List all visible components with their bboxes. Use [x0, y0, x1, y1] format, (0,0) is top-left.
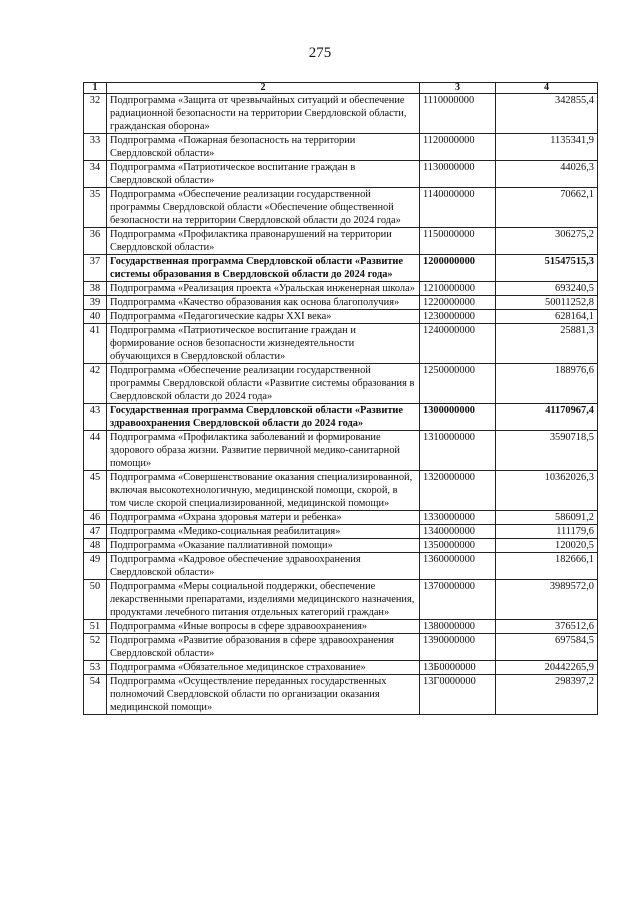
row-number-cell: 50 — [84, 580, 107, 620]
amount-cell: 20442265,9 — [496, 661, 598, 675]
row-number-cell: 36 — [84, 228, 107, 255]
amount-cell: 306275,2 — [496, 228, 598, 255]
row-number-cell: 37 — [84, 255, 107, 282]
table-header-row — [84, 83, 598, 94]
amount-cell: 70662,1 — [496, 188, 598, 228]
row-number-cell: 46 — [84, 511, 107, 525]
program-name-cell: Государственная программа Свердловской области «Развитие системы образования в Свердловской области до 2024 года» — [107, 255, 420, 282]
amount-cell: 3590718,5 — [496, 431, 598, 471]
table-row — [84, 364, 598, 404]
amount-cell: 697584,5 — [496, 634, 598, 661]
table-row — [84, 310, 598, 324]
row-number-cell: 49 — [84, 553, 107, 580]
program-code-cell: 1250000000 — [420, 364, 496, 404]
amount-cell: 120020,5 — [496, 539, 598, 553]
program-code-cell: 1140000000 — [420, 188, 496, 228]
table-row — [84, 134, 598, 161]
amount-cell: 50011252,8 — [496, 296, 598, 310]
amount-cell: 182666,1 — [496, 553, 598, 580]
program-code-cell: 1330000000 — [420, 511, 496, 525]
table-row — [84, 661, 598, 675]
header-col-3: 3 — [420, 83, 496, 94]
program-code-cell: 1380000000 — [420, 620, 496, 634]
row-number-cell: 40 — [84, 310, 107, 324]
table-row — [84, 539, 598, 553]
amount-cell: 3989572,0 — [496, 580, 598, 620]
program-code-cell: 1370000000 — [420, 580, 496, 620]
amount-cell: 342855,4 — [496, 94, 598, 134]
amount-cell: 693240,5 — [496, 282, 598, 296]
row-number-cell: 38 — [84, 282, 107, 296]
row-number-cell: 41 — [84, 324, 107, 364]
program-name-cell: Подпрограмма «Обеспечение реализации государственной программы Свердловской области «Обеспечение общественной безопасности на территории Свердловской области до 2024 года» — [107, 188, 420, 228]
program-code-cell: 1340000000 — [420, 525, 496, 539]
program-code-cell: 1300000000 — [420, 404, 496, 431]
row-number-cell: 51 — [84, 620, 107, 634]
program-name-cell: Подпрограмма «Качество образования как основа благополучия» — [107, 296, 420, 310]
program-name-cell: Подпрограмма «Защита от чрезвычайных ситуаций и обеспечение радиационной безопасности на территории Свердловской области, гражданская оборона» — [107, 94, 420, 134]
budget-table — [83, 82, 598, 715]
table-row — [84, 324, 598, 364]
row-number-cell: 54 — [84, 675, 107, 715]
table-row — [84, 404, 598, 431]
table-row — [84, 634, 598, 661]
row-number-cell: 43 — [84, 404, 107, 431]
table-row — [84, 296, 598, 310]
row-number-cell: 44 — [84, 431, 107, 471]
program-code-cell: 13Б0000000 — [420, 661, 496, 675]
table-row — [84, 553, 598, 580]
amount-cell: 25881,3 — [496, 324, 598, 364]
program-name-cell: Подпрограмма «Педагогические кадры XXI века» — [107, 310, 420, 324]
table-row — [84, 94, 598, 134]
header-col-4: 4 — [496, 83, 598, 94]
program-code-cell: 1350000000 — [420, 539, 496, 553]
program-code-cell: 1310000000 — [420, 431, 496, 471]
row-number-cell: 35 — [84, 188, 107, 228]
program-name-cell: Подпрограмма «Медико-социальная реабилитация» — [107, 525, 420, 539]
program-name-cell: Подпрограмма «Меры социальной поддержки, обеспечение лекарственными препаратами, изделиями медицинского назначения, продуктами лечебного питания отдельных категорий граждан» — [107, 580, 420, 620]
table-row — [84, 282, 598, 296]
row-number-cell: 42 — [84, 364, 107, 404]
program-code-cell: 1230000000 — [420, 310, 496, 324]
row-number-cell: 32 — [84, 94, 107, 134]
amount-cell: 51547515,3 — [496, 255, 598, 282]
amount-cell: 44026,3 — [496, 161, 598, 188]
table-row — [84, 620, 598, 634]
row-number-cell: 39 — [84, 296, 107, 310]
table-body — [84, 94, 598, 715]
table-row — [84, 228, 598, 255]
program-name-cell: Подпрограмма «Кадровое обеспечение здравоохранения Свердловской области» — [107, 553, 420, 580]
row-number-cell: 45 — [84, 471, 107, 511]
program-name-cell: Подпрограмма «Реализация проекта «Уральская инженерная школа» — [107, 282, 420, 296]
program-code-cell: 1390000000 — [420, 634, 496, 661]
program-code-cell: 1220000000 — [420, 296, 496, 310]
program-name-cell: Подпрограмма «Охрана здоровья матери и ребенка» — [107, 511, 420, 525]
table-row — [84, 255, 598, 282]
row-number-cell: 52 — [84, 634, 107, 661]
program-name-cell: Подпрограмма «Оказание паллиативной помощи» — [107, 539, 420, 553]
program-name-cell: Подпрограмма «Развитие образования в сфере здравоохранения Свердловской области» — [107, 634, 420, 661]
row-number-cell: 53 — [84, 661, 107, 675]
table-row — [84, 431, 598, 471]
amount-cell: 41170967,4 — [496, 404, 598, 431]
program-code-cell: 1320000000 — [420, 471, 496, 511]
amount-cell: 628164,1 — [496, 310, 598, 324]
table-row — [84, 675, 598, 715]
row-number-cell: 47 — [84, 525, 107, 539]
table-row — [84, 471, 598, 511]
amount-cell: 10362026,3 — [496, 471, 598, 511]
amount-cell: 376512,6 — [496, 620, 598, 634]
program-name-cell: Подпрограмма «Профилактика заболеваний и формирование здорового образа жизни. Развитие первичной медико-санитарной помощи» — [107, 431, 420, 471]
program-name-cell: Подпрограмма «Обязательное медицинское страхование» — [107, 661, 420, 675]
program-code-cell: 1150000000 — [420, 228, 496, 255]
table-row — [84, 511, 598, 525]
program-name-cell: Подпрограмма «Патриотическое воспитание граждан в Свердловской области» — [107, 161, 420, 188]
row-number-cell: 33 — [84, 134, 107, 161]
row-number-cell: 48 — [84, 539, 107, 553]
program-name-cell: Подпрограмма «Обеспечение реализации государственной программы Свердловской области «Развитие системы образования в Свердловской области до 2024 года» — [107, 364, 420, 404]
program-name-cell: Подпрограмма «Пожарная безопасность на территории Свердловской области» — [107, 134, 420, 161]
program-code-cell: 1240000000 — [420, 324, 496, 364]
page-number: 275 — [308, 45, 332, 61]
header-col-1: 1 — [84, 83, 107, 94]
program-name-cell: Подпрограмма «Осуществление переданных государственных полномочий Свердловской области по организации оказания медицинской помощи» — [107, 675, 420, 715]
table-row — [84, 188, 598, 228]
program-code-cell: 1120000000 — [420, 134, 496, 161]
amount-cell: 586091,2 — [496, 511, 598, 525]
program-name-cell: Подпрограмма «Совершенствование оказания специализированной, включая высокотехнологичную, медицинской помощи, скорой, в том числе скорой специализированной, медицинской помощи» — [107, 471, 420, 511]
header-col-2: 2 — [107, 83, 420, 94]
row-number-cell: 34 — [84, 161, 107, 188]
program-code-cell: 1210000000 — [420, 282, 496, 296]
program-code-cell: 1110000000 — [420, 94, 496, 134]
amount-cell: 298397,2 — [496, 675, 598, 715]
program-code-cell: 1200000000 — [420, 255, 496, 282]
program-name-cell: Подпрограмма «Патриотическое воспитание граждан и формирование основ безопасности жизнедеятельности обучающихся в Свердловской области» — [107, 324, 420, 364]
table-row — [84, 525, 598, 539]
table-row — [84, 580, 598, 620]
program-name-cell: Подпрограмма «Иные вопросы в сфере здравоохранения» — [107, 620, 420, 634]
program-code-cell: 1130000000 — [420, 161, 496, 188]
amount-cell: 188976,6 — [496, 364, 598, 404]
table-row — [84, 161, 598, 188]
program-code-cell: 1360000000 — [420, 553, 496, 580]
amount-cell: 111179,6 — [496, 525, 598, 539]
program-code-cell: 13Г0000000 — [420, 675, 496, 715]
amount-cell: 1135341,9 — [496, 134, 598, 161]
program-name-cell: Государственная программа Свердловской области «Развитие здравоохранения Свердловской области до 2024 года» — [107, 404, 420, 431]
program-name-cell: Подпрограмма «Профилактика правонарушений на территории Свердловской области» — [107, 228, 420, 255]
